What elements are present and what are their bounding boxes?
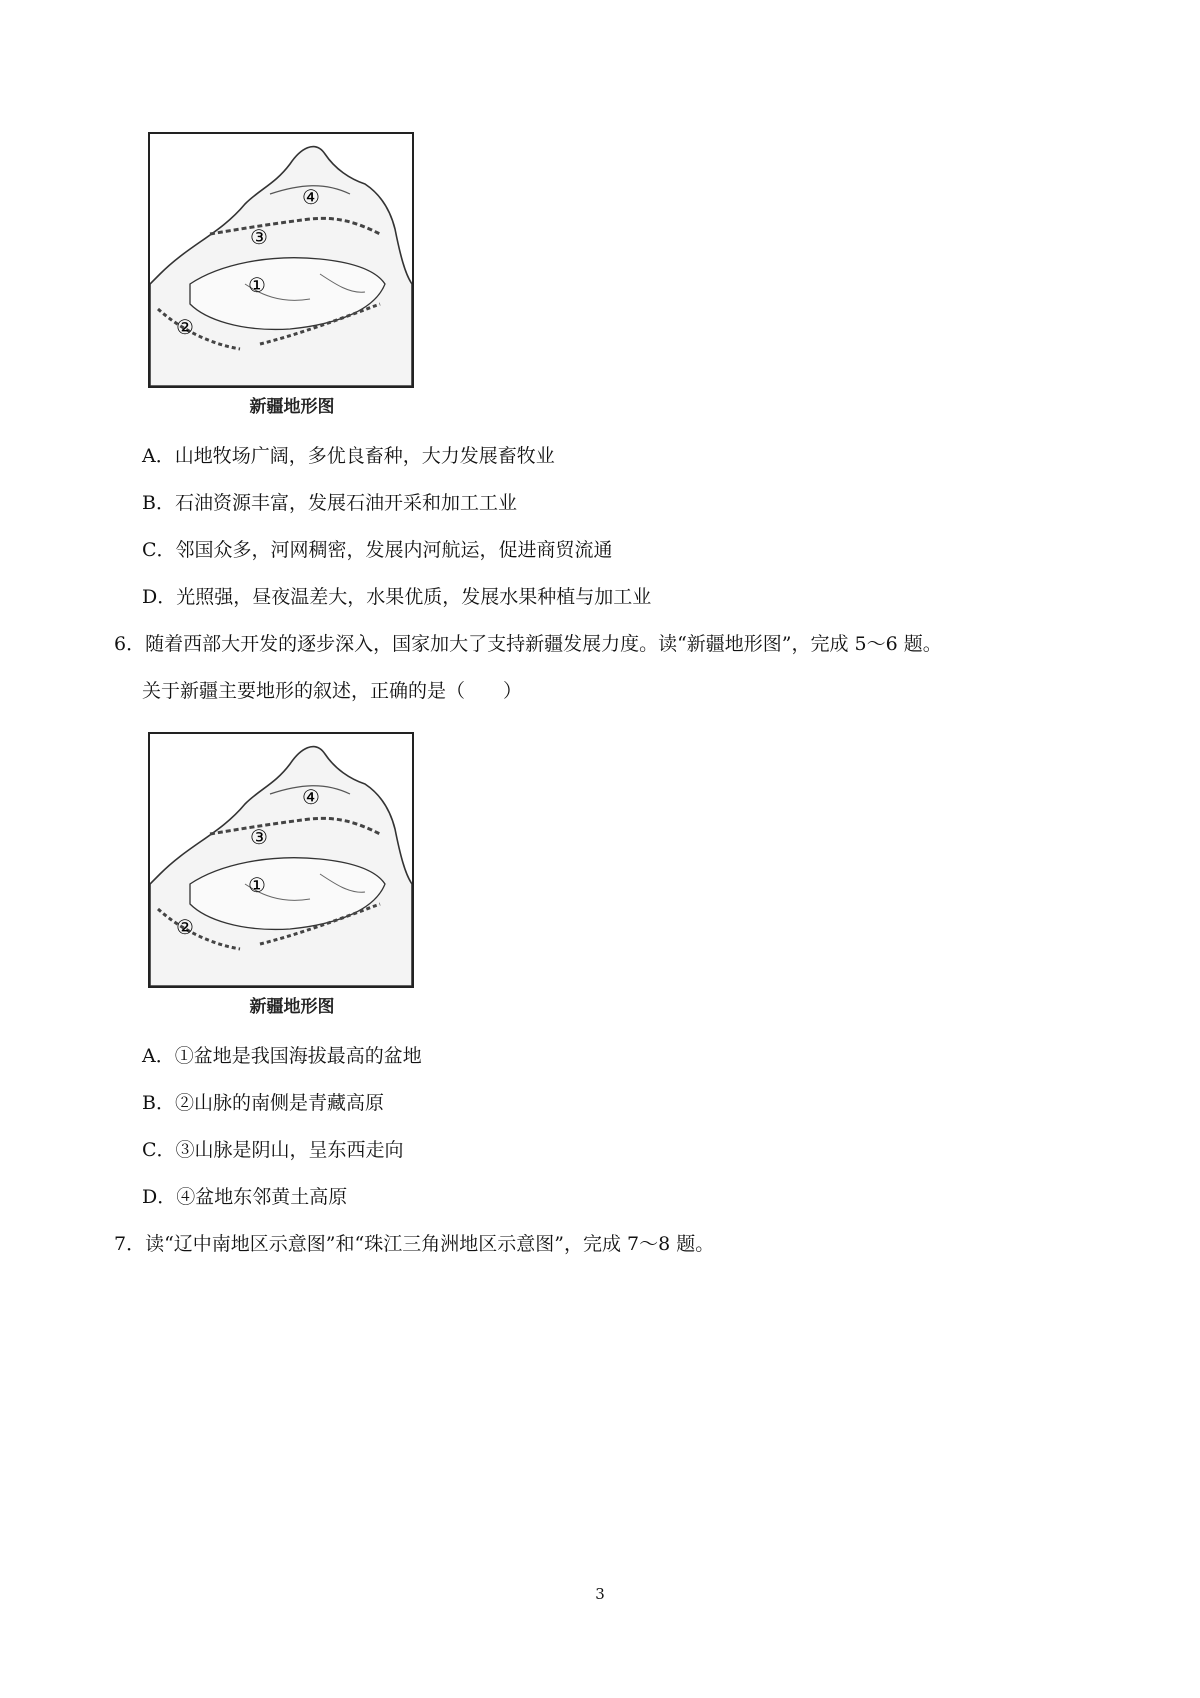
xinjiang-terrain-map	[148, 732, 414, 988]
map-marker-3: ③	[250, 225, 268, 249]
xinjiang-map-figure-2	[148, 732, 414, 1017]
q6-option-c: C．③山脉是阴山，呈东西走向	[142, 1139, 404, 1161]
map-marker-1: ①	[248, 873, 266, 897]
figure-caption: 新疆地形图	[249, 397, 335, 417]
q5-option-c: C．邻国众多，河网稠密，发展内河航运，促进商贸流通	[142, 539, 613, 561]
page-number: 3	[595, 1585, 605, 1603]
map-marker-2: ②	[176, 315, 194, 339]
q5-option-b: B．石油资源丰富，发展石油开采和加工工业	[142, 492, 517, 514]
map-drawing	[150, 734, 412, 986]
q6-stem: 6．随着西部大开发的逐步深入，国家加大了支持新疆发展力度。读“新疆地形图”，完成 5～6 题。	[114, 633, 942, 655]
q6-option-b: B．②山脉的南侧是青藏高原	[142, 1092, 384, 1114]
map-drawing	[150, 134, 412, 386]
q6-option-a: A．①盆地是我国海拔最高的盆地	[142, 1045, 422, 1067]
map-marker-1: ①	[248, 273, 266, 297]
map-marker-3: ③	[250, 825, 268, 849]
xinjiang-map-figure-1	[148, 132, 414, 417]
q5-option-d: D．光照强，昼夜温差大，水果优质，发展水果种植与加工业	[142, 586, 652, 608]
map-marker-4: ④	[302, 185, 320, 209]
map-marker-4: ④	[302, 785, 320, 809]
q6-option-d: D．④盆地东邻黄土高原	[142, 1186, 348, 1208]
q6-sub-question: 关于新疆主要地形的叙述，正确的是（ ）	[142, 680, 523, 702]
xinjiang-terrain-map	[148, 132, 414, 388]
q7-stem: 7．读“辽中南地区示意图”和“珠江三角洲地区示意图”，完成 7～8 题。	[114, 1233, 715, 1255]
figure-caption: 新疆地形图	[249, 997, 335, 1017]
q5-option-a: A．山地牧场广阔，多优良畜种，大力发展畜牧业	[142, 445, 555, 467]
map-marker-2: ②	[176, 915, 194, 939]
